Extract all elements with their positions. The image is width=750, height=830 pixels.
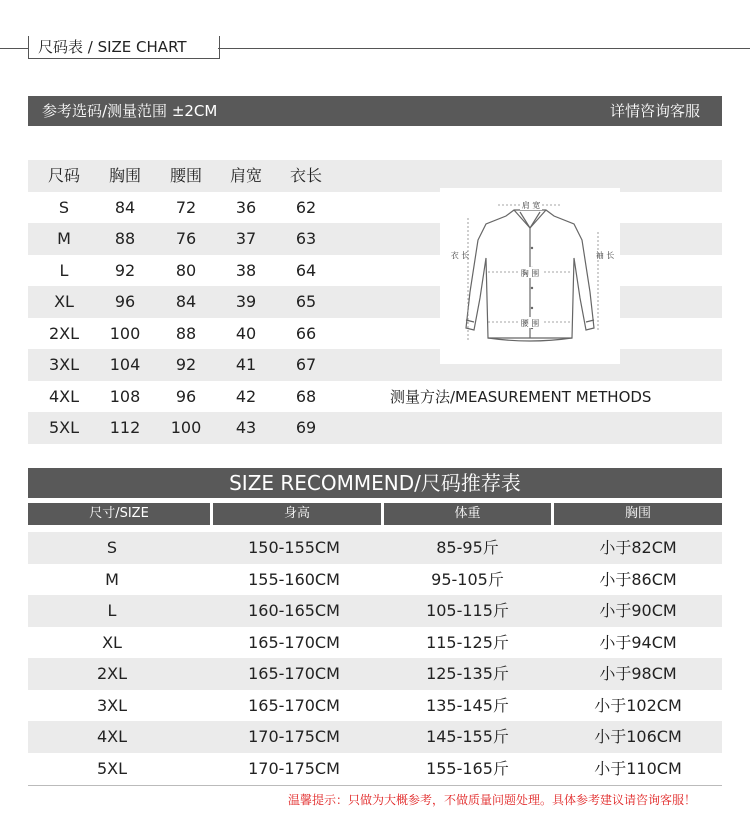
recommend-header-size: 尺寸/SIZE (28, 503, 210, 525)
rec-size-cell: 4XL (96, 727, 128, 746)
shoulder-cell: 39 (235, 292, 257, 311)
rec-height-cell: 150-155CM (248, 538, 340, 557)
size-cell: 5XL (48, 418, 80, 437)
waist-cell: 92 (175, 355, 197, 374)
rec-chest-cell: 小于94CM (599, 632, 677, 652)
waist-cell: 88 (175, 323, 197, 343)
diagram-label-shoulder: 肩 宽 (521, 201, 541, 210)
recommend-row (28, 658, 722, 690)
chest-cell: 112 (109, 418, 141, 437)
length-cell: 66 (295, 323, 317, 343)
rec-chest-cell: 小于86CM (599, 569, 677, 589)
waist-cell: 72 (175, 197, 197, 217)
rec-size-cell: L (107, 601, 117, 620)
rec-size-cell: 2XL (96, 664, 128, 683)
chest-cell: 104 (109, 355, 141, 374)
info-measure-range: 参考选码/测量范围 ±2CM (42, 102, 218, 120)
rec-size-cell: S (106, 538, 118, 557)
rec-height-cell: 170-175CM (248, 758, 340, 778)
rec-height-cell: 165-170CM (248, 664, 340, 683)
size-header-size: 尺码 (47, 166, 80, 185)
rec-size-cell: XL (102, 632, 122, 652)
chest-cell: 92 (114, 260, 136, 280)
waist-cell: 80 (175, 260, 197, 280)
rec-height-cell: 165-170CM (248, 632, 340, 652)
rec-weight-cell: 135-145斤 (426, 695, 509, 715)
shoulder-cell: 42 (235, 386, 257, 406)
recommend-row (28, 627, 722, 659)
size-cell: XL (54, 292, 74, 311)
rec-chest-cell: 小于82CM (599, 538, 677, 557)
recommend-row (28, 532, 722, 564)
chest-cell: 108 (109, 386, 141, 406)
size-cell: 3XL (48, 355, 80, 374)
size-header-waist: 腰围 (169, 166, 202, 185)
rec-height-cell: 160-165CM (248, 601, 340, 620)
waist-cell: 100 (170, 418, 202, 437)
rec-size-cell: 5XL (96, 758, 128, 778)
recommend-row (28, 595, 722, 627)
rec-chest-cell: 小于102CM (594, 695, 682, 715)
recommend-row (28, 753, 722, 785)
recommend-header-height: 身高 (213, 503, 381, 525)
length-cell: 67 (295, 355, 317, 374)
rec-size-cell: M (105, 569, 119, 589)
rec-weight-cell: 85-95斤 (436, 538, 499, 557)
rec-chest-cell: 小于110CM (594, 758, 682, 778)
size-cell: S (58, 197, 70, 217)
rec-height-cell: 170-175CM (248, 727, 340, 746)
size-cell: 2XL (48, 323, 80, 343)
rec-weight-cell: 105-115斤 (426, 601, 509, 620)
length-cell: 64 (295, 260, 317, 280)
size-header-shoulder: 肩宽 (229, 166, 262, 185)
shoulder-cell: 37 (235, 229, 257, 248)
length-cell: 68 (295, 386, 317, 406)
info-contact-service: 详情咨询客服 (609, 102, 700, 120)
recommend-header-chest: 胸围 (554, 503, 722, 525)
rec-weight-cell: 95-105斤 (431, 569, 504, 589)
rec-height-cell: 155-160CM (248, 569, 340, 589)
header-line-left (0, 48, 28, 49)
length-cell: 69 (295, 418, 317, 437)
rec-height-cell: 165-170CM (248, 695, 340, 715)
shoulder-cell: 43 (235, 418, 257, 437)
size-cell: L (59, 260, 69, 280)
size-cell: M (57, 229, 71, 248)
diagram-label-length: 衣 长 (450, 251, 470, 260)
size-table-header-row (28, 160, 722, 192)
shirt-illustration (440, 188, 620, 364)
recommend-title: SIZE RECOMMEND/尺码推荐表 (28, 468, 722, 498)
measurement-caption: 测量方法/MEASUREMENT METHODS (390, 388, 652, 406)
size-header-chest: 胸围 (108, 166, 141, 185)
rec-chest-cell: 小于98CM (599, 664, 677, 683)
rec-size-cell: 3XL (96, 695, 128, 715)
diagram-label-sleeve: 袖 长 (595, 251, 615, 260)
shoulder-cell: 36 (235, 197, 257, 217)
chest-cell: 88 (114, 229, 136, 248)
header-line-right (218, 48, 750, 49)
length-cell: 63 (295, 229, 317, 248)
length-cell: 62 (295, 197, 317, 217)
recommend-row (28, 721, 722, 753)
rec-weight-cell: 155-165斤 (426, 758, 509, 778)
recommend-header-weight: 体重 (384, 503, 551, 525)
diagram-label-chest: 胸 围 (520, 269, 540, 278)
rec-chest-cell: 小于90CM (599, 601, 677, 620)
rec-weight-cell: 115-125斤 (426, 632, 509, 652)
rec-weight-cell: 125-135斤 (426, 664, 509, 683)
chest-cell: 100 (109, 323, 141, 343)
info-bar (28, 96, 722, 126)
size-header-length: 衣长 (289, 166, 322, 185)
waist-cell: 84 (175, 292, 197, 311)
rec-chest-cell: 小于106CM (594, 727, 682, 746)
size-cell: 4XL (48, 386, 80, 406)
shoulder-cell: 41 (235, 355, 257, 374)
waist-cell: 76 (175, 229, 197, 248)
diagram-label-waist: 腰 围 (520, 319, 540, 328)
page-title: 尺码表 / SIZE CHART (38, 38, 187, 56)
recommend-row (28, 690, 722, 722)
shoulder-cell: 38 (235, 260, 257, 280)
size-row (28, 412, 722, 444)
measurement-diagram (440, 188, 620, 364)
chest-cell: 84 (114, 197, 136, 217)
shoulder-cell: 40 (235, 323, 257, 343)
length-cell: 65 (295, 292, 317, 311)
notice-text: 温馨提示：只做为大概参考，不做质量问题处理。具体参考建议请咨询客服！ (287, 793, 696, 807)
waist-cell: 96 (175, 386, 197, 406)
chest-cell: 96 (114, 292, 136, 311)
recommend-bottom-divider (28, 785, 722, 786)
rec-weight-cell: 145-155斤 (426, 727, 509, 746)
recommend-row (28, 564, 722, 596)
recommend-header-row (28, 503, 722, 525)
